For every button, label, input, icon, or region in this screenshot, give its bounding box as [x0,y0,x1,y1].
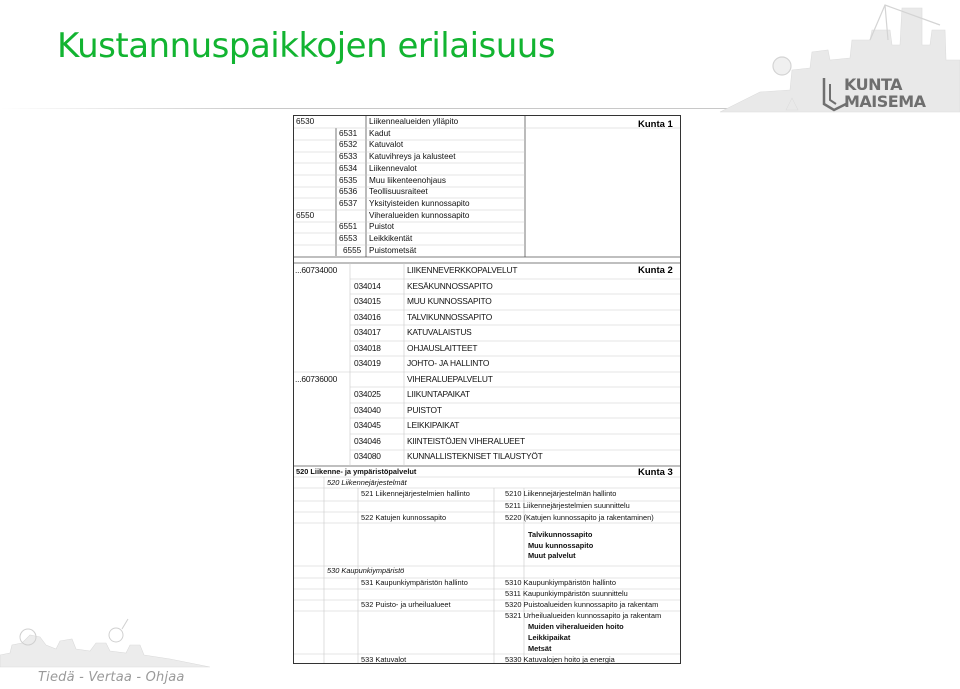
kunta3-row: 521 Liikennejärjestelmien hallinto [361,489,470,498]
cost-center-table-image [293,115,681,664]
kunta1-sub: 6535 [339,175,358,185]
kunta1-label: Kunta 1 [638,119,673,130]
kunta3-row: 532 Puisto- ja urheilualueet [361,600,451,609]
kunta1-sub: 6553 [339,234,358,243]
kunta1-text: Katuvalot [369,140,404,150]
kunta3-bold-item: Muu kunnossapito [528,540,594,550]
kunta2-text: MUU KUNNOSSAPITO [407,296,492,306]
kunta2-text: JOHTO- JA HALLINTO [407,358,490,368]
kunta2-sub: 034040 [354,404,381,415]
kunta3-subgroup: 530 Kaupunkiympäristö [327,566,405,575]
kunta1-code: 6550 [296,210,315,220]
kunta2-text: KESÄKUNNOSSAPITO [407,280,493,291]
kunta3-header: 520 Liikenne- ja ympäristöpalvelut [296,467,417,476]
kunta3-row: 5321 Urheilualueiden kunnossapito ja rakentam [505,611,662,620]
kunta2-text: LEIKKIPAIKAT [407,420,460,430]
kunta1-sub: 6534 [339,163,358,173]
kunta2-text: KIINTEISTÖJEN VIHERALUEET [407,435,525,446]
footer-tagline: Tiedä - Vertaa - Ohjaa [38,670,185,685]
kunta1-text: Viheralueiden kunnossapito [369,210,470,220]
kunta3-row: 533 Katuvalot [361,655,407,664]
kunta2-code: ...60734000 [295,265,338,275]
kunta3-row: 522 Katujen kunnossapito [361,513,447,522]
kunta1-sub: 6555 [343,245,362,255]
kunta3-row: 5210 Liikennejärjestelmän hallinto [505,489,617,498]
kunta2-label: Kunta 2 [638,265,673,276]
slide-title: Kustannuspaikkojen erilaisuus [57,26,556,66]
kunta3-row: 5310 Kaupunkiympäristön hallinto [505,578,616,587]
kunta1-text: Puistot [369,222,395,232]
kunta1-sub: 6532 [339,140,358,150]
kunta3-row: 5320 Puistoalueiden kunnossapito ja rakentam [505,600,659,609]
kunta3-subgroup: 520 Liikennejärjestelmät [327,477,407,487]
kunta3-bold-item: Leikkipaikat [528,633,571,642]
kunta3-row: 531 Kaupunkiympäristön hallinto [361,578,468,587]
kunta2-text: LIIKENNEVERKKOPALVELUT [407,265,518,275]
kunta2-sub: 034018 [354,342,381,353]
kunta1-sub: 6536 [339,187,358,197]
kunta3-row: 5330 Katuvalojen hoito ja energia [505,655,615,664]
kunta1-sub: 6531 [339,128,358,138]
kunta1-text: Liikennealueiden ylläpito [369,117,459,126]
kunta2-text: VIHERALUEPALVELUT [407,373,493,384]
kunta1-text: Yksityisteiden kunnossapito [369,198,470,208]
kunta2-sub: 034017 [354,327,381,337]
kunta2-sub: 034015 [354,296,381,306]
kunta3-bold-item: Muut palvelut [528,551,576,560]
kunta1-text: Katuvihreys ja kalusteet [369,152,456,162]
kunta2-text: LIIKUNTAPAIKAT [407,389,470,399]
kunta2-text: TALVIKUNNOSSAPITO [407,311,493,322]
kunta3-row: 5211 Liikennejärjestelmien suunnittelu [505,500,630,510]
kunta1-text: Liikennevalot [369,163,417,173]
kunta1-code: 6530 [296,117,315,126]
kunta2-text: KUNNALLISTEKNISET TILAUSTYÖT [407,451,543,461]
logo-text-kunta: KUNTA [844,75,903,94]
title-divider [0,108,760,109]
kunta2-code: ...60736000 [295,373,338,384]
kunta1-sub: 6551 [339,222,358,232]
kunta2-sub: 034045 [354,420,381,430]
kunta3-label: Kunta 3 [638,467,673,478]
kunta2-sub: 034046 [354,435,381,446]
logo-text-maisema: MAISEMA [844,92,926,111]
kunta1-text: Leikkikentät [369,234,413,243]
kunta2-sub: 034016 [354,311,381,322]
kunta1-text: Muu liikenteenohjaus [369,175,446,185]
kunta1-text: Puistometsät [369,245,417,255]
kunta1-sub: 6537 [339,198,358,208]
kunta3-row: 5220 (Katujen kunnossapito ja rakentaminen) [505,513,654,522]
kunta3-bold-item: Muiden viheralueiden hoito [528,622,624,631]
town-skyline-decoration [0,615,210,670]
kunta2-sub: 034080 [354,451,381,461]
kunta2-text: OHJAUSLAITTEET [407,342,478,353]
kunta3-bold-item: Talvikunnossapito [528,530,593,539]
kunta2-text: PUISTOT [407,404,442,415]
kunta1-text: Kadut [369,128,391,138]
kunta2-sub: 034019 [354,358,381,368]
kunta2-text: KATUVALAISTUS [407,327,472,337]
kunta3-bold-item: Metsät [528,644,552,653]
kunta2-sub: 034014 [354,280,381,291]
kunta1-text: Teollisuusraiteet [369,187,428,197]
kunta3-row: 5311 Kaupunkiympäristön suunnittelu [505,589,628,598]
kunta2-sub: 034025 [354,389,381,399]
kuntamaisema-logo [820,74,924,114]
kunta1-sub: 6533 [339,152,358,162]
